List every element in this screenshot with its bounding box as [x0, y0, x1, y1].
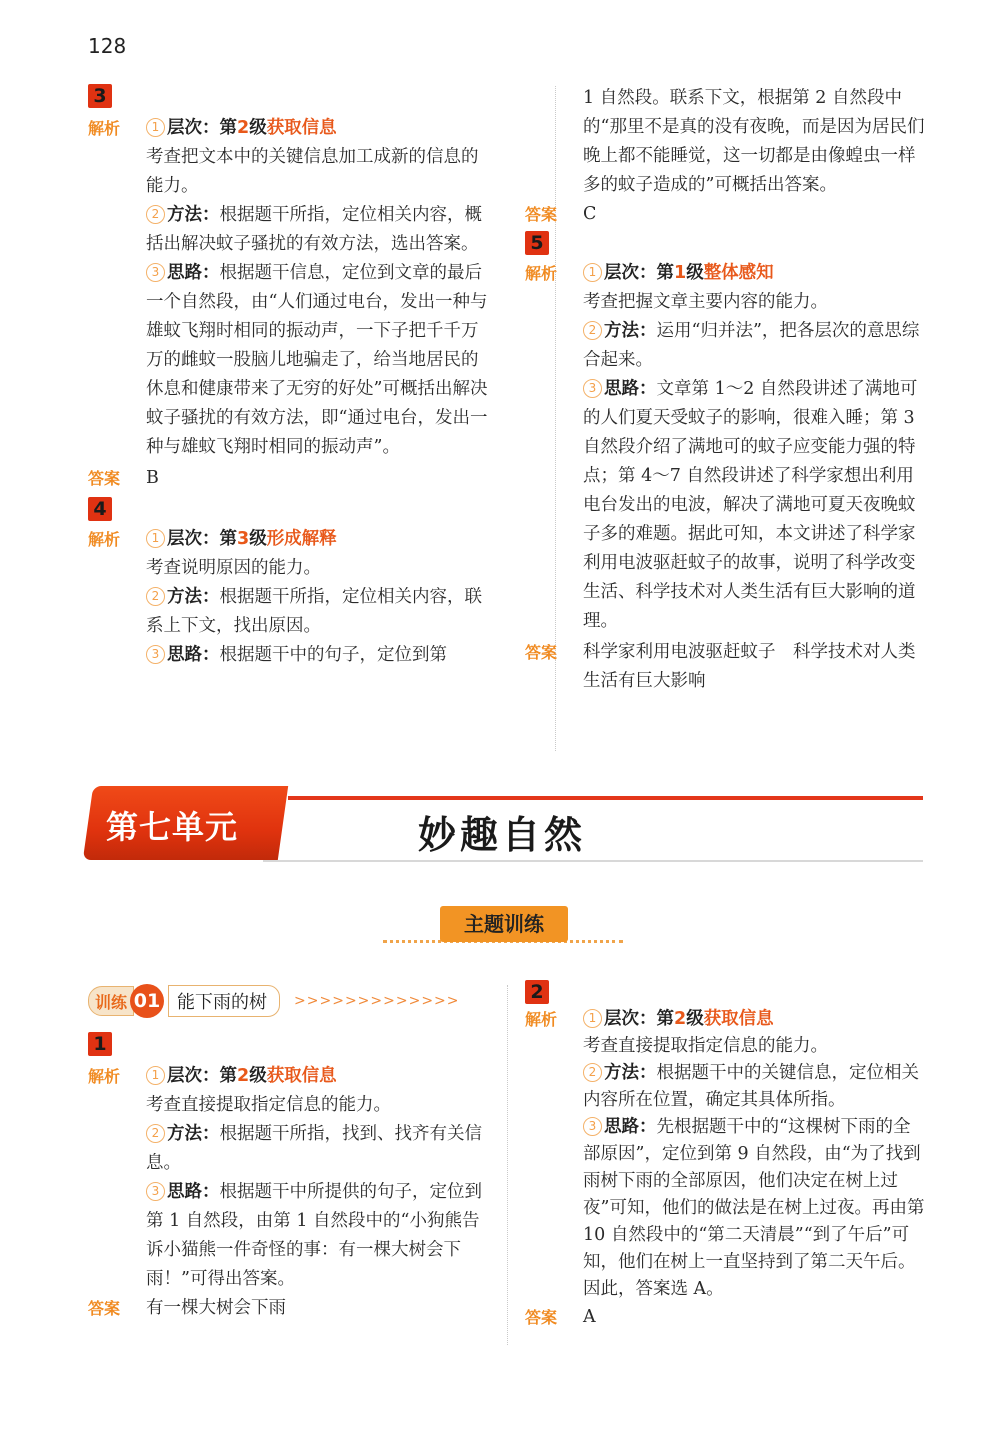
answer-block [525, 638, 925, 696]
step-2-text: 运用“归并法”，把各层次的意思综合起来。 [583, 321, 920, 370]
analysis-label: 解析 [88, 530, 121, 549]
step-2-text: 根据题干所指，定位相关内容，联系上下文，找出原因。 [146, 587, 482, 636]
step-2-text: 根据题干所指，找到、找齐有关信息。 [146, 1124, 482, 1173]
step-3-icon: 3 [583, 379, 602, 398]
unit-label: 第七单元 [106, 808, 239, 846]
answer-label: 答案 [525, 643, 558, 662]
question-number: 1 [88, 1032, 112, 1056]
question-number: 3 [88, 84, 112, 108]
answer-text: 有一棵大树会下雨 [146, 1298, 286, 1318]
answer-text: B [146, 468, 159, 488]
answer-label: 答案 [88, 1299, 121, 1318]
analysis-block: 解析 1 层次：第2级获取信息 考查把文本中的关键信息加工成新的信息的能力。 2 方法：根据题干所指，定位相关内容，概括出解决蚊子骚扰的有效方法，选出答案。 3 思路：根据题干信息，定位到文章的最后一个自然段，由“人们通过电台，发出一种与雄蚊飞翔时相同的振动声，一下子把千千万万的雌蚊一股脑儿地骗走了，给当地居民的休息和健康带来了无穷的好处”可概括出解决蚊子骚扰的有效方法，即“通过电台，发出一种与雄蚊飞翔时相同的振动声”。 [88, 114, 490, 462]
training-header [88, 984, 460, 1018]
answer-text: C [583, 204, 597, 224]
step-3-text: 文章第 1～2 自然段讲述了满地可的人们夏天受蚊子的影响，很难入睡；第 3 自然段介绍了满地可的蚊子应变能力强的特点；第 4～7 自然段讲述了科学家想出利用电台发出的电波，解决了满地可夏天夜晚蚊子多的难题。据此可知，本文讲述了科学家利用电波驱赶蚊子的故事，说明了科学改变生活、科学技术对人类生活有巨大影响的道理。 [583, 379, 918, 631]
answer-text: A [583, 1307, 596, 1327]
unit-rule-top [288, 796, 923, 800]
left-top-column [88, 84, 490, 670]
unit-title: 妙趣自然 [418, 812, 587, 857]
answer-block [525, 200, 925, 229]
continued-analysis [525, 84, 925, 200]
answer-block [525, 1303, 925, 1332]
column-divider [507, 985, 508, 1345]
answer-label: 答案 [88, 469, 121, 488]
analysis-block: 解析 1 层次：第1级整体感知 考查把握文章主要内容的能力。 2 方法：运用“归并法”，把各层次的意思综合起来。 3 思路：文章第 1～2 自然段讲述了满地可的人们夏天受蚊子的影响，很难入睡；第 3 自然段介绍了满地可的蚊子应变能力强的特点；第 4～7 自然段讲述了科学家想出利用电台发出的电波，解决了满地可夏天夜晚蚊子多的难题。据此可知，本文讲述了科学家利用电波驱赶蚊子的故事，说明了科学改变生活、科学技术对人类生活有巨大影响的道理。 [525, 259, 925, 636]
training-title: 能下雨的树 [168, 985, 280, 1017]
step-2-icon: 2 [146, 1124, 165, 1143]
arrow-decoration: >>>>>>>>>>>>> [294, 993, 460, 1009]
analysis-label: 解析 [525, 1010, 558, 1029]
step-1-text: 考查说明原因的能力。 [146, 558, 321, 578]
step-2-icon: 2 [146, 205, 165, 224]
page-number: 128 [88, 34, 127, 58]
step-3-text: 根据题干中所提供的句子，定位到第 1 自然段，由第 1 自然段中的“小狗熊告诉小猫熊一件奇怪的事：有一棵大树会下雨！”可得出答案。 [146, 1182, 482, 1289]
step-2-text: 根据题干中的关键信息，定位相关内容所在位置，确定其具体所指。 [583, 1063, 919, 1110]
question-number: 5 [525, 231, 549, 255]
training-tag: 训练 [88, 986, 134, 1016]
step-3-icon: 3 [583, 1117, 602, 1136]
step-2-icon: 2 [146, 587, 165, 606]
step-3-text: 先根据题干中的“这棵树下雨的全部原因”，定位到第 9 自然段，由“为了找到雨树下雨的全部原因，他们决定在树上过夜”可知，他们的做法是在树上过夜。再由第 10 自然段中的“第二天清晨”“到了午后”可知，他们在树上一直坚持到了第二天午后。因此，答案选 A。 [583, 1117, 925, 1299]
answer-label: 答案 [525, 205, 558, 224]
step-1-icon: 1 [583, 1009, 602, 1028]
training-number: 01 [130, 984, 164, 1018]
step-3-icon: 3 [146, 1182, 165, 1201]
step-1-text: 考查直接提取指定信息的能力。 [583, 1036, 828, 1056]
answer-label: 答案 [525, 1308, 558, 1327]
left-bottom-column [88, 1032, 493, 1323]
continued-text: 1 自然段。联系下文，根据第 2 自然段中的“那里不是真的没有夜晚，而是因为居民们晚上都不能睡觉，这一切都是由像蝗虫一样多的蚊子造成的”可概括出答案。 [583, 88, 925, 195]
step-2-text: 根据题干所指，定位相关内容，概括出解决蚊子骚扰的有效方法，选出答案。 [146, 205, 482, 254]
right-bottom-column [525, 980, 925, 1332]
analysis-block: 解析 1 层次：第2级获取信息 考查直接提取指定信息的能力。 2 方法：根据题干所指，找到、找齐有关信息。 3 思路：根据题干中所提供的句子，定位到第 1 自然段，由第 1 自然段中的“小狗熊告诉小猫熊一件奇怪的事：有一棵大树会下雨！”可得出答案。 [88, 1062, 493, 1294]
question-number: 2 [525, 980, 549, 1004]
step-3-text: 根据题干信息，定位到文章的最后一个自然段，由“人们通过电台，发出一种与雄蚊飞翔时相同的振动声，一下子把千千万万的雌蚊一股脑儿地骗走了，给当地居民的休息和健康带来了无穷的好处”可概括出解决蚊子骚扰的有效方法，即“通过电台，发出一种与雄蚊飞翔时相同的振动声”。 [146, 263, 488, 457]
unit-rule-bottom [263, 860, 923, 862]
step-1-text: 考查把文本中的关键信息加工成新的信息的能力。 [146, 147, 479, 196]
answer-text: 科学家利用电波驱赶蚊子 科学技术对人类生活有巨大影响 [583, 642, 916, 691]
unit-header [88, 786, 923, 866]
step-1-text: 考查把握文章主要内容的能力。 [583, 292, 828, 312]
answer-block [88, 1294, 493, 1323]
answer-block [88, 464, 490, 493]
step-1-icon: 1 [146, 529, 165, 548]
step-3-icon: 3 [146, 263, 165, 282]
step-2-icon: 2 [583, 1063, 602, 1082]
step-1-text: 考查直接提取指定信息的能力。 [146, 1095, 391, 1115]
analysis-block: 解析 1 层次：第2级获取信息 考查直接提取指定信息的能力。 2 方法：根据题干中的关键信息，定位相关内容所在位置，确定其具体所指。 3 思路：先根据题干中的“这棵树下雨的全部原因”，定位到第 9 自然段，由“为了找到雨树下雨的全部原因，他们决定在树上过夜”可知，他们的做法是在树上过夜。再由第 10 自然段中的“第二天清晨”“到了午后”可知，他们在树上一直坚持到了第二天午后。因此，答案选 A。 [525, 1006, 925, 1303]
question-number: 4 [88, 497, 112, 521]
step-1-icon: 1 [583, 263, 602, 282]
step-1-icon: 1 [146, 118, 165, 137]
theme-heading: 主题训练 [440, 906, 568, 942]
analysis-block: 解析 1 层次：第3级形成解释 考查说明原因的能力。 2 方法：根据题干所指，定位相关内容，联系上下文，找出原因。 3 思路：根据题干中的句子，定位到第 [88, 525, 490, 670]
step-3-icon: 3 [146, 645, 165, 664]
step-2-icon: 2 [583, 321, 602, 340]
step-1-icon: 1 [146, 1066, 165, 1085]
analysis-label: 解析 [525, 264, 558, 283]
analysis-label: 解析 [88, 1067, 121, 1086]
step-3-text: 根据题干中的句子，定位到第 [219, 645, 447, 665]
analysis-label: 解析 [88, 119, 121, 138]
right-top-column [525, 84, 925, 696]
